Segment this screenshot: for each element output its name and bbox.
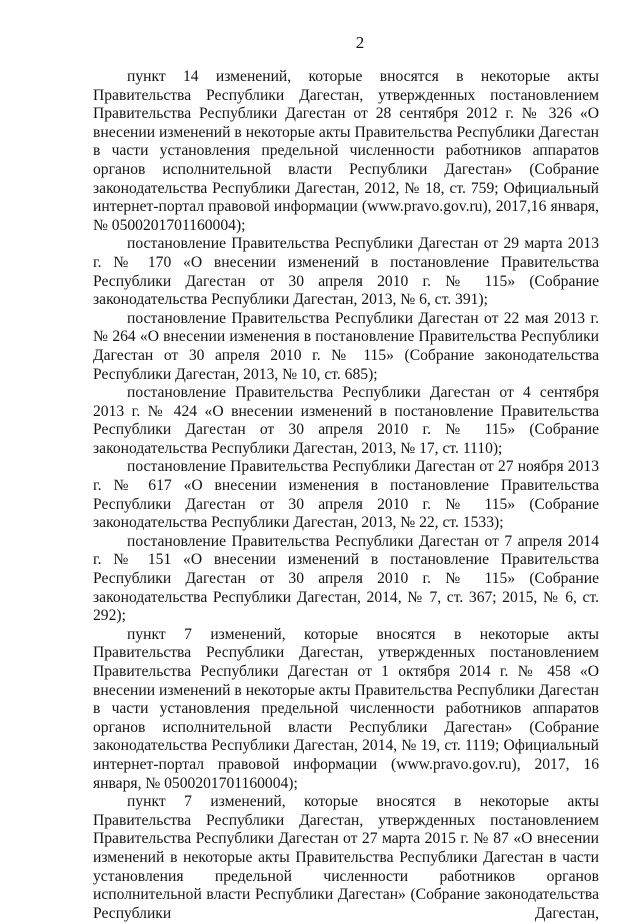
paragraph: пункт 14 изменений, которые вносятся в некоторые акты Правительства Республики Дагестан, утвержденных постановлением Правительства Республики Дагестан от 28 сентября 2012 г. № 326 «О внесении изменений в некоторые акты Правительства Республики Дагестан в части установления предельной численности работников аппаратов органов исполнительной власти Республики Дагестан» (Собрание законодательства Республики Дагестан, 2012, № 18, ст. 759; Официальный интернет-портал правовой информации (www.pravo.gov.ru), 2017,16 января, № 0500201701160004);	[93, 68, 599, 234]
paragraph: пункт 7 изменений, которые вносятся в некоторые акты Правительства Республики Дагестан, утвержденных постановлением Правительства Республики Дагестан от 27 марта 2015 г. № 87 «О внесении изменений в некоторые акты Правительства Республики Дагестан в части установления предельной численности работников органов исполнительной власти Республики Дагестан» (Собрание законодательства Республики Дагестан,	[93, 793, 599, 922]
paragraph: постановление Правительства Республики Дагестан от 29 марта 2013 г. № 170 «О внесении изменений в постановление Правительства Республики Дагестан от 30 апреля 2010 г. № 115» (Собрание законодательства Республики Дагестан, 2013, № 6, ст. 391);	[93, 235, 599, 309]
paragraph: постановление Правительства Республики Дагестан от 27 ноября 2013 г. № 617 «О внесении изменения в постановление Правительства Республики Дагестан от 30 апреля 2010 г. № 115» (Собрание законодательства Республики Дагестан, 2013, № 22, ст. 1533);	[93, 458, 599, 532]
paragraph: постановление Правительства Республики Дагестан от 22 мая 2013 г. № 264 «О внесении изменения в постановление Правительства Республики Дагестан от 30 апреля 2010 г. № 115» (Собрание законодательства Республики Дагестан, 2013, № 10, ст. 685);	[93, 309, 599, 383]
page-number: 2	[355, 33, 365, 52]
paragraph: постановление Правительства Республики Дагестан от 4 сентября 2013 г. № 424 «О внесении изменений в постановление Правительства Республики Дагестан от 30 апреля 2010 г. № 115» (Собрание законодательства Республики Дагестан, 2013, № 17, ст. 1110);	[93, 384, 599, 457]
paragraph: постановление Правительства Республики Дагестан от 7 апреля 2014 г. № 151 «О внесении изменений в постановление Правительства Республики Дагестан от 30 апреля 2010 г. № 115» (Собрание законодательства Республики Дагестан, 2014, № 7, ст. 367; 2015, № 6, ст. 292);	[93, 532, 599, 625]
paragraph: пункт 7 изменений, которые вносятся в некоторые акты Правительства Республики Дагестан, утвержденных постановлением Правительства Республики Дагестан от 1 октября 2014 г. № 458 «О внесении изменений в некоторые акты Правительства Республики Дагестан в части установления предельной численности работников аппаратов органов исполнительной власти Республики Дагестан» (Собрание законодательства Республики Дагестан, 2014, № 19, ст. 1119; Официальный интернет-портал правовой информации (www.pravo.gov.ru), 2017, 16 января, № 0500201701160004);	[93, 625, 599, 792]
document-body	[93, 68, 599, 923]
